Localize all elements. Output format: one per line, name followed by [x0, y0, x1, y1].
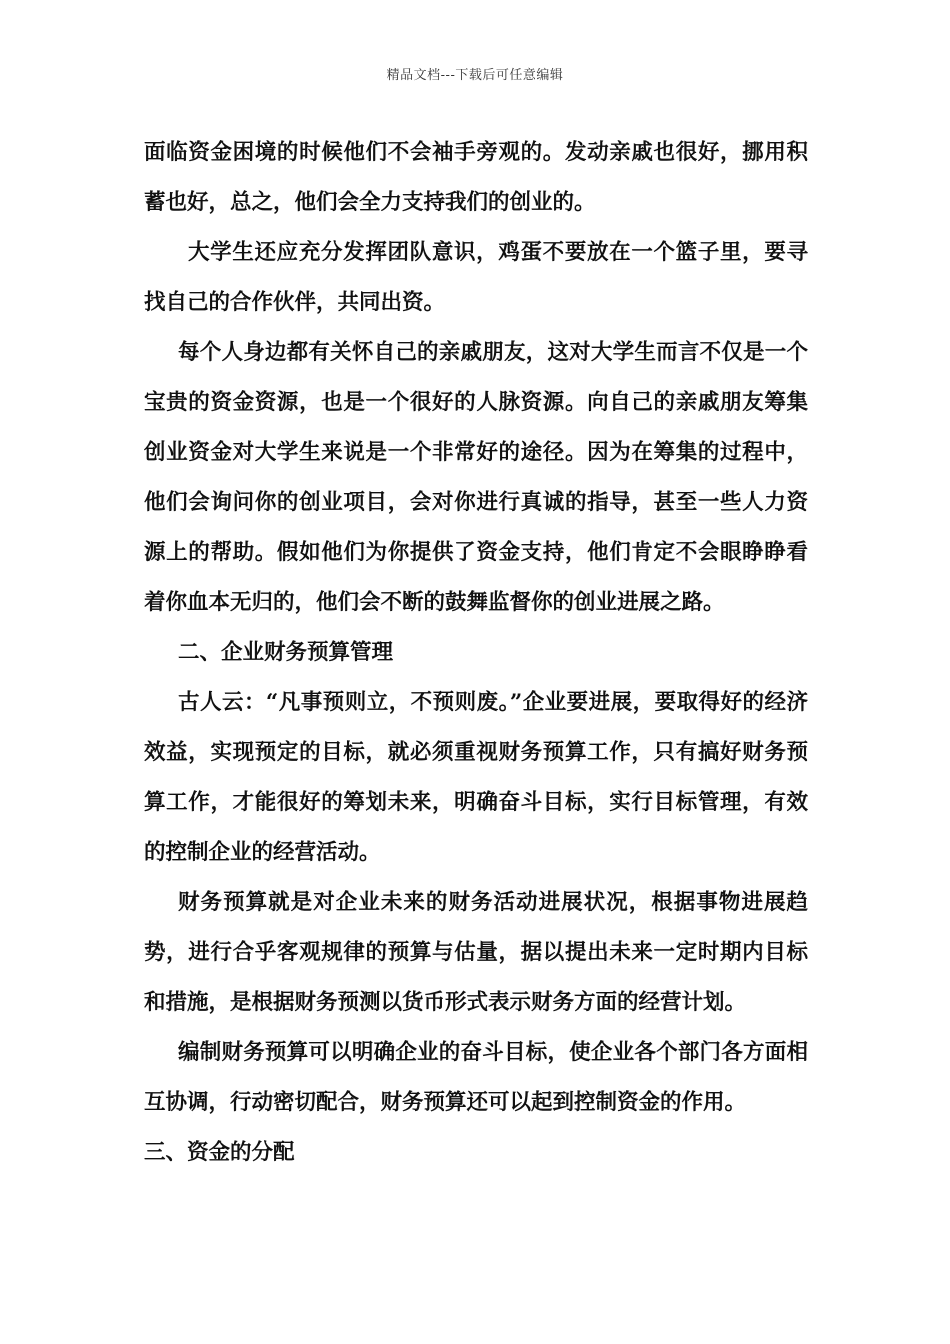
page-header: 精品文档---下载后可任意编辑	[386, 68, 564, 83]
paragraph-budget-purpose: 编制财务预算可以明确企业的奋斗目标，使企业各个部门各方面相互协调，行动密切配合，财务预算还可以起到控制资金的作用。	[144, 1040, 808, 1115]
paragraph-continuation: 面临资金困境的时候他们不会袖手旁观的。发动亲戚也很好，挪用积蓄也好，总之，他们会全力支持我们的创业的。	[144, 140, 808, 215]
document-body	[144, 128, 808, 1178]
paragraph-team-spirit: 大学生还应充分发挥团队意识，鸡蛋不要放在一个篮子里，要寻找自己的合作伙伴，共同出资。	[144, 240, 808, 315]
section-heading-budget: 二、企业财务预算管理	[178, 640, 394, 665]
paragraph-ancient-saying: 古人云：“凡事预则立，不预则废。”企业要进展，要取得好的经济效益，实现预定的目标，就必须重视财务预算工作，只有搞好财务预算工作，才能很好的筹划未来，明确奋斗目标，实行目标管理，有效的控制企业的经营活动。	[144, 690, 808, 865]
paragraph-relatives-funding: 每个人身边都有关怀自己的亲戚朋友，这对大学生而言不仅是一个宝贵的资金资源，也是一个很好的人脉资源。向自己的亲戚朋友筹集创业资金对大学生来说是一个非常好的途径。因为在筹集的过程中，他们会询问你的创业项目，会对你进行真诚的指导，甚至一些人力资源上的帮助。假如他们为你提供了资金支持，他们肯定不会眼睁睁看着你血本无归的，他们会不断的鼓舞监督你的创业进展之路。	[144, 340, 808, 615]
paragraph-budget-definition: 财务预算就是对企业未来的财务活动进展状况，根据事物进展趋势，进行合乎客观规律的预算与估量，据以提出未来一定时期内目标和措施，是根据财务预测以货币形式表示财务方面的经营计划。	[144, 890, 808, 1015]
section-heading-allocation: 三、资金的分配	[144, 1140, 295, 1165]
